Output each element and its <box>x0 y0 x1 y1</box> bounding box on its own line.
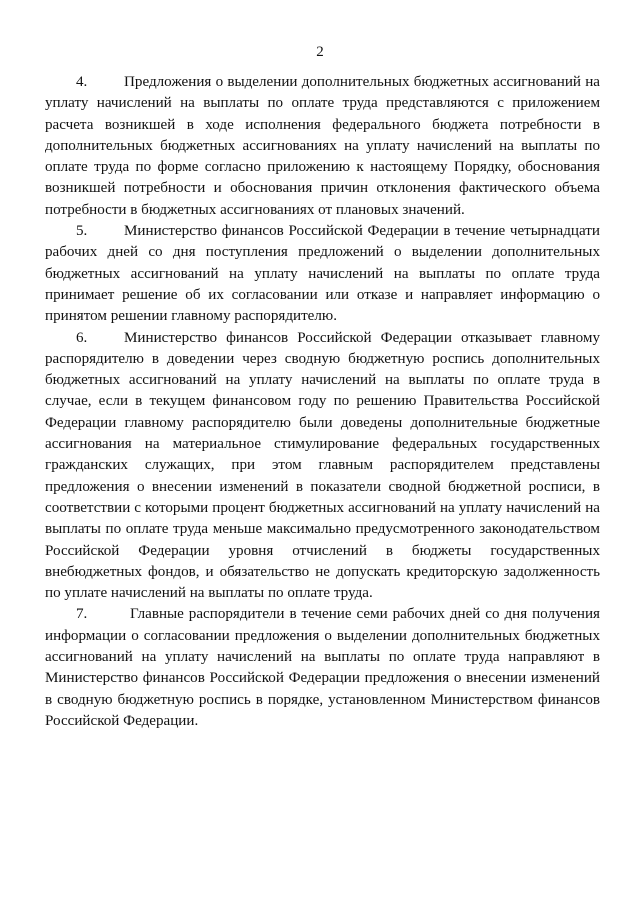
paragraph-text: Главные распорядители в течение семи рабочих дней со дня получения информации о согласовании предложения о выделении дополнительных бюджетных ассигнований на уплату начислений на выплаты по оплате труда направляют в Министерство финансов Российской Федерации предложения о внесении изменений в сводную бюджетную роспись в порядке, установленном Министерством финансов Российской Федерации. <box>45 606 600 729</box>
document-body <box>45 72 600 732</box>
paragraph-4 <box>45 72 600 221</box>
paragraph-number: 5. <box>76 223 88 240</box>
paragraph-text: Министерство финансов Российской Федерации отказывает главному распорядителю в доведении через сводную бюджетную роспись дополнительных бюджетных ассигнований на уплату начислений на выплаты по оплате труда в случае, если в текущем финансовом году по решению Правительства Российской Федерации главному распорядителю были доведены дополнительные бюджетные ассигнования на материальное стимулирование федеральных государственных гражданских служащих, при этом главным распорядителем представлены предложения о внесении изменений в показатели сводной бюджетной росписи, в соответствии с которыми процент бюджетных ассигнований на уплату начислений на выплаты по оплате труда меньше максимально предусмотренного законодательством Российской Федерации уровня отчислений в бюджеты государственных внебюджетных фондов, и обязательство не допускать кредиторскую задолженность по уплате начислений на выплаты по оплате труда. <box>45 329 600 602</box>
paragraph-5 <box>45 221 600 327</box>
paragraph-number: 7. <box>76 606 88 623</box>
paragraph-number: 4. <box>76 74 88 90</box>
paragraph-text: Предложения о выделении дополнительных бюджетных ассигнований на уплату начислений на выплаты по оплате труда представляются с приложением расчета возникшей в ходе исполнения федерального бюджета потребности в дополнительных бюджетных ассигнованиях на уплату начислений на выплаты по оплате труда по форме согласно приложению к настоящему Порядку, обоснования возникшей потребности и обоснования причин отклонения фактического объема потребности в бюджетных ассигнованиях от плановых значений. <box>45 74 600 218</box>
paragraph-6 <box>45 328 600 605</box>
paragraph-number: 6. <box>76 329 88 346</box>
paragraph-7 <box>45 604 600 732</box>
paragraph-text: Министерство финансов Российской Федерации в течение четырнадцати рабочих дней со дня поступления предложений о выделении дополнительных бюджетных ассигнований на уплату начислений на выплаты по оплате труда принимает решение об их согласовании или отказе и направляет информацию о принятом решении главному распорядителю. <box>45 223 600 325</box>
page-number: 2 <box>316 44 324 60</box>
